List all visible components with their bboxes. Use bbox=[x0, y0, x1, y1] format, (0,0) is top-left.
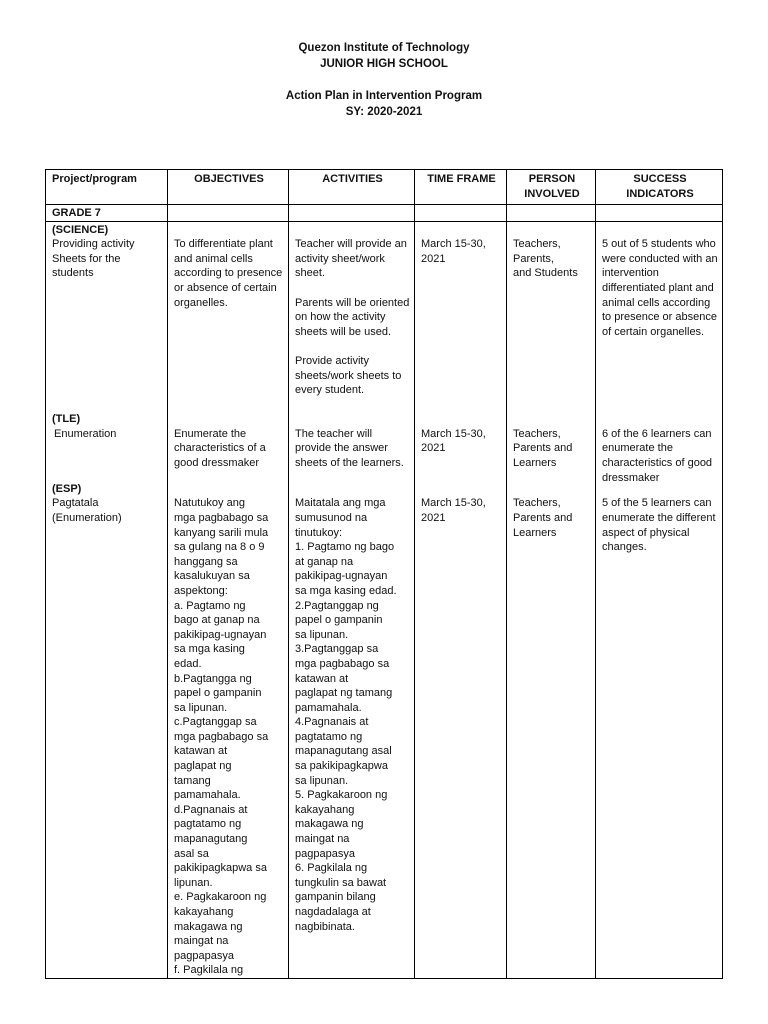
esp-indicator: 5 of the 5 learners can enumerate the different aspect of physical changes. bbox=[602, 497, 716, 554]
school-name: JUNIOR HIGH SCHOOL bbox=[320, 58, 448, 70]
esp-objective-line: pakikipagkapwa sa bbox=[174, 862, 267, 875]
tle-time-frame: March 15-30, 2021 bbox=[421, 427, 486, 455]
esp-objective-line: bago at ganap na bbox=[174, 614, 260, 627]
science-person-3: and Students bbox=[513, 267, 578, 280]
esp-objective-line: kakayahang bbox=[174, 906, 234, 918]
esp-time-frame: March 15-30, 2021 bbox=[421, 497, 486, 524]
esp-objective-line: paglapat ng bbox=[174, 760, 232, 773]
esp-objective-line: tamang bbox=[174, 774, 211, 787]
esp-activity-line: 1. Pagtamo ng bago bbox=[295, 541, 395, 554]
esp-objective-line: c.Pagtanggap sa bbox=[174, 716, 257, 729]
esp-objective-line: makagawa ng bbox=[174, 920, 243, 933]
tle-objective: Enumerate the characteristics of a good dressmaker bbox=[174, 427, 266, 469]
esp-label: (ESP) bbox=[52, 482, 82, 495]
science-program: Providing activity Sheets for the students bbox=[52, 238, 135, 280]
esp-objective-line: kasalukuyan sa bbox=[174, 570, 250, 583]
science-label: (SCIENCE) bbox=[52, 223, 109, 236]
esp-activity-line: 5. Pagkakaroon ng bbox=[295, 789, 388, 802]
esp-objective-line: e. Pagkakaroon ng bbox=[174, 891, 267, 904]
document-header bbox=[0, 40, 768, 72]
esp-objective-line: asal sa bbox=[174, 847, 209, 860]
esp-objective-line: katawan at bbox=[174, 745, 228, 758]
esp-person-1: Teachers, bbox=[513, 497, 561, 510]
esp-activity-line: pagpapasya bbox=[295, 847, 355, 860]
grade-row bbox=[46, 205, 723, 222]
esp-objective-line: sa lipunan. bbox=[174, 701, 228, 714]
document-title-block bbox=[0, 88, 768, 120]
esp-objective bbox=[174, 496, 284, 978]
esp-activity-line: papel o gampanin bbox=[295, 614, 383, 627]
success-indicators-cell bbox=[596, 221, 723, 978]
esp-activity-line: paglapat ng tamang bbox=[295, 687, 393, 700]
esp-objective-line: edad. bbox=[174, 657, 202, 670]
esp-objective-line: sa mga kasing bbox=[174, 643, 245, 656]
science-activity-3: Provide activity sheets/work sheets to every student. bbox=[295, 354, 402, 397]
esp-program-line-1: Pagtatala bbox=[52, 497, 99, 510]
col-header-time-frame: TIME FRAME bbox=[415, 170, 507, 205]
esp-objective-line: d.Pagnanais at bbox=[174, 803, 248, 816]
esp-activity-line: tinutukoy: bbox=[295, 526, 343, 539]
esp-objective-line: aspektong: bbox=[174, 584, 228, 597]
col-header-person-involved: PERSON INVOLVED bbox=[507, 170, 596, 205]
science-objective: To differentiate plant and animal cells according to presence or absence of certain organelles. bbox=[174, 238, 283, 309]
esp-activity-line: pakikipag-ugnayan bbox=[295, 570, 388, 583]
tle-activity: The teacher will provide the answer sheets of the learners. bbox=[295, 427, 404, 469]
esp-activity-line: tungkulin sa bawat bbox=[295, 876, 387, 889]
esp-objective-line: pamamahala. bbox=[174, 789, 241, 802]
tle-person-2: Parents and bbox=[513, 442, 573, 455]
esp-objective-line: pagtatamo ng bbox=[174, 818, 242, 831]
esp-objective-line: pakikipag-ugnayan bbox=[174, 628, 267, 641]
esp-activity-line: sumusunod na bbox=[295, 511, 368, 524]
esp-activity-line: kakayahang bbox=[295, 803, 355, 816]
action-plan-table bbox=[45, 169, 723, 979]
esp-activity-line: sa pakikipagkapwa bbox=[295, 760, 388, 773]
esp-activity-line: gampanin bilang bbox=[295, 891, 376, 904]
esp-objective-line: mga pagbabago sa bbox=[174, 730, 269, 743]
science-activity-2: Parents will be oriented on how the activity sheets will be used. bbox=[295, 296, 410, 338]
science-activity-1: Teacher will provide an activity sheet/work sheet. bbox=[295, 238, 407, 280]
esp-activity-line: nagbibinata. bbox=[295, 920, 355, 933]
tle-indicator: 6 of the 6 learners can enumerate the characteristics of good dressmaker bbox=[602, 427, 713, 484]
esp-activity-line: mga pagbabago sa bbox=[295, 657, 390, 670]
tle-person-1: Teachers, bbox=[513, 427, 561, 440]
esp-objective-line: Natutukoy ang bbox=[174, 497, 245, 510]
esp-activity-line: sa mga kasing edad. bbox=[295, 584, 397, 597]
esp-activity bbox=[295, 496, 410, 934]
esp-objective-line: f. Pagkilala ng bbox=[174, 964, 244, 977]
esp-objective-line: papel o gampanin bbox=[174, 687, 262, 700]
esp-activity-line: 4.Pagnanais at bbox=[295, 716, 369, 729]
esp-activity-line: sa lipunan. bbox=[295, 628, 349, 641]
esp-activity-line: 6. Pagkilala ng bbox=[295, 862, 368, 875]
esp-objective-line: mga pagbabago sa bbox=[174, 511, 269, 524]
esp-activity-line: maingat na bbox=[295, 833, 350, 846]
esp-activity-line: makagawa ng bbox=[295, 818, 364, 831]
esp-objective-line: maingat na bbox=[174, 935, 229, 948]
esp-activity-line: katawan at bbox=[295, 672, 349, 685]
esp-objective-line: a. Pagtamo ng bbox=[174, 599, 246, 612]
esp-objective-line: b.Pagtangga ng bbox=[174, 672, 252, 685]
objectives-cell bbox=[168, 221, 289, 978]
esp-activity-line: sa lipunan. bbox=[295, 774, 349, 787]
institution-name: Quezon Institute of Technology bbox=[298, 42, 470, 54]
document-title: Action Plan in Intervention Program bbox=[285, 90, 483, 102]
esp-activity-line: 2.Pagtanggap ng bbox=[295, 599, 379, 612]
esp-person-3: Learners bbox=[513, 526, 557, 539]
time-frame-cell bbox=[415, 221, 507, 978]
esp-activity-line: pamamahala. bbox=[295, 701, 362, 714]
col-header-project: Project/program bbox=[46, 170, 168, 205]
esp-objective-line: mapanagutang bbox=[174, 833, 248, 846]
esp-activity-line: 3.Pagtanggap sa bbox=[295, 643, 379, 656]
science-time-frame: March 15-30, 2021 bbox=[421, 238, 486, 265]
esp-objective-line: pagpapasya bbox=[174, 949, 234, 962]
tle-program: Enumeration bbox=[54, 427, 117, 440]
col-header-activities: ACTIVITIES bbox=[289, 170, 415, 205]
esp-person-2: Parents and bbox=[513, 511, 573, 524]
science-person-1: Teachers, bbox=[513, 238, 561, 251]
esp-objective-line: kanyang sarili mula bbox=[174, 526, 269, 539]
science-person-2: Parents, bbox=[513, 252, 554, 265]
activities-cell bbox=[289, 221, 415, 978]
grade-label: GRADE 7 bbox=[46, 205, 168, 222]
esp-activity-line: nagdadalaga at bbox=[295, 906, 371, 918]
esp-activity-line: at ganap na bbox=[295, 555, 354, 568]
table-body-row bbox=[46, 221, 723, 978]
science-indicator: 5 out of 5 students who were conducted with an intervention differentiated plant and animal cells according to presence or absence of certain organelles. bbox=[602, 238, 718, 338]
school-year: SY: 2020-2021 bbox=[345, 106, 423, 118]
esp-activity-line: pagtatamo ng bbox=[295, 730, 363, 743]
tle-person-3: Learners bbox=[513, 456, 557, 469]
esp-activity-line: mapanagutang asal bbox=[295, 745, 392, 758]
esp-activity-line: Maitatala ang mga bbox=[295, 497, 386, 510]
esp-program-line-2: (Enumeration) bbox=[52, 511, 122, 524]
esp-objective-line: lipunan. bbox=[174, 876, 213, 889]
project-cell bbox=[46, 221, 168, 978]
col-header-objectives: OBJECTIVES bbox=[168, 170, 289, 205]
col-header-success-indicators: SUCCESS INDICATORS bbox=[596, 170, 723, 205]
person-involved-cell bbox=[507, 221, 596, 978]
table-header-row bbox=[46, 170, 723, 205]
esp-objective-line: hanggang sa bbox=[174, 555, 238, 568]
tle-label: (TLE) bbox=[52, 413, 81, 426]
esp-objective-line: sa gulang na 8 o 9 bbox=[174, 541, 265, 554]
